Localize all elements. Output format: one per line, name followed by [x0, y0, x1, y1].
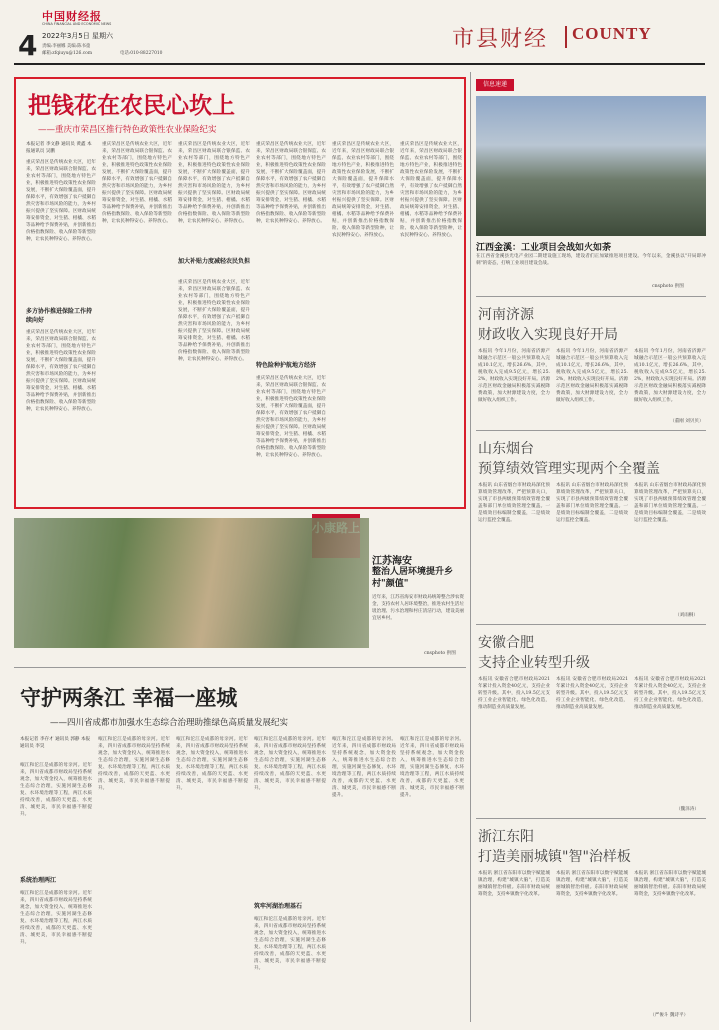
right-column-divider	[470, 72, 471, 1022]
section-title-en: COUNTY	[572, 24, 652, 43]
dongyang-col-3: 本报讯 浙江省东阳市以数字赋能城镇治理，构建"城镇大脑"，打造美丽城镇智治样板。东阳市财政局统筹资金，支持乡镇数字化改革。	[634, 871, 706, 897]
lead-col-3b: 重庆荣昌区是传统农业大区，近年来，荣昌区财政局联合银保监、农业农村等部门，围绕地方特色产业，积极推进特色政策性农业保险发展，不断扩大保险覆盖面，提升保障水平，有效增强了农户抵御自然灾害和市场风险的能力，为乡村振兴提供了坚实保障。区财政局统筹安排资金，对生猪、柑橘、水稻等品种给予保费补贴，并创新推出价格指数保险、收入保险等新型险种，让农民种得安心、养得放心。	[178, 280, 250, 362]
jiangsu-photo	[14, 518, 369, 648]
masthead-meta-email: 邮箱:zfqiuyu@126.com	[42, 51, 92, 56]
section-title: 市县财经	[452, 27, 549, 52]
lead-col-6: 重庆荣昌区是传统农业大区，近年来，荣昌区财政局联合银保监、农业农村等部门，围绕地方特色产业，积极推进特色政策性农业保险发展，不断扩大保险覆盖面，提升保障水平，有效增强了农户抵御自然灾害和市场风险的能力，为乡村振兴提供了坚实保障。区财政局统筹安排资金，对生猪、柑橘、水稻等品种给予保费补贴，并创新推出价格指数保险、收入保险等新型险种，让农民种得安心、养得放心。	[400, 142, 462, 238]
yantai-title: 山东烟台	[478, 441, 534, 457]
chengdu-col-4b: 岷江和沱江是成都的母亲河。近年来，四川省成都市财政局坚持系统观念，加大资金投入，统筹推进水生态综合治理，实施河湖生态修复、水环境治理等工程，两江水质持续改善，成都的天更蓝、水更清、城更美，市民幸福感不断提升。	[254, 917, 326, 971]
chengdu-col-5: 岷江和沱江是成都的母亲河。近年来，四川省成都市财政局坚持系统观念，加大资金投入，统筹推进水生态综合治理，实施河湖生态修复、水环境治理等工程，两江水质持续改善，成都的天更蓝、水更清、城更美，市民幸福感不断提升。	[332, 737, 396, 798]
jiangsu-title: 江苏海安	[372, 556, 412, 567]
lead-col-2: 重庆荣昌区是传统农业大区，近年来，荣昌区财政局联合银保监、农业农村等部门，围绕地方特色产业，积极推进特色政策性农业保险发展，不断扩大保险覆盖面，提升保障水平，有效增强了农户抵御自然灾害和市场风险的能力，为乡村振兴提供了坚实保障。区财政局统筹安排资金，对生猪、柑橘、水稻等品种给予保费补贴，并创新推出价格指数保险、收入保险等新型险种，让农民种得安心、养得放心。	[102, 142, 172, 224]
chengdu-heading-2: 筑牢河湖治理基石	[254, 903, 303, 910]
chengdu-col-4a: 岷江和沱江是成都的母亲河。近年来，四川省成都市财政局坚持系统观念，加大资金投入，统筹推进水生态综合治理，实施河湖生态修复、水环境治理等工程，两江水质持续改善，成都的天更蓝、水更清、城更美，市民幸福感不断提升。	[254, 737, 326, 791]
yantai-rule	[476, 430, 706, 431]
jiangxi-photo	[476, 96, 706, 236]
dongyang-title: 浙江东阳	[478, 829, 534, 845]
yantai-col-3: 本报讯 山东省烟台市财政局深化预算绩效管理改革，严把预算关口，实现了市县两级预算绩效管理全覆盖和部门单位绩效管理全覆盖。一是绩效目标编制全覆盖，二是绩效运行监控全覆盖。	[634, 483, 706, 523]
dongyang-rule	[476, 818, 706, 819]
lead-col-1b: 重庆荣昌区是传统农业大区，近年来，荣昌区财政局联合银保监、农业农村等部门，围绕地方特色产业，积极推进特色政策性农业保险发展，不断扩大保险覆盖面，提升保障水平，有效增强了农户抵御自然灾害和市场风险的能力，为乡村振兴提供了坚实保障。区财政局统筹安排资金，对生猪、柑橘、水稻等品种给予保费补贴，并创新推出价格指数保险、收入保险等新型险种，让农民种得安心、养得放心。	[26, 330, 96, 412]
chengdu-heading-1: 系统治理两江	[20, 877, 57, 884]
henan-title: 河南济源	[478, 307, 534, 323]
lead-col-4a: 重庆荣昌区是传统农业大区，近年来，荣昌区财政局联合银保监、农业农村等部门，围绕地方特色产业，积极推进特色政策性农业保险发展，不断扩大保险覆盖面，提升保障水平，有效增强了农户抵御自然灾害和市场风险的能力，为乡村振兴提供了坚实保障。区财政局统筹安排资金，对生猪、柑橘、水稻等品种给予保费补贴，并创新推出价格指数保险、收入保险等新型险种，让农民种得安心、养得放心。	[256, 142, 326, 224]
henan-subtitle: 财政收入实现良好开局	[478, 327, 618, 343]
page-number: 4	[18, 29, 38, 62]
hefei-col-3: 本报讯 安徽省合肥市财政局2021年累计投入资金40亿元，支持企业转型升级。其中，投入19.5亿元支持工业企业智能化、绿色化改造，推动制造业高质量发展。	[634, 677, 706, 710]
masthead-date: 2022年3月5日 星期六	[42, 32, 113, 40]
lead-col-5: 重庆荣昌区是传统农业大区，近年来，荣昌区财政局联合银保监、农业农村等部门，围绕地方特色产业，积极推进特色政策性农业保险发展，不断扩大保险覆盖面，提升保障水平，有效增强了农户抵御自然灾害和市场风险的能力，为乡村振兴提供了坚实保障。区财政局统筹安排资金，对生猪、柑橘、水稻等品种给予保费补贴，并创新推出价格指数保险、收入保险等新型险种，让农民种得安心、养得放心。	[332, 142, 394, 238]
lead-heading-2: 加大补贴力度减轻农民负担	[178, 258, 251, 265]
masthead-rule	[14, 63, 705, 65]
chengdu-col-1a: 岷江和沱江是成都的母亲河。近年来，四川省成都市财政局坚持系统观念，加大资金投入，统筹推进水生态综合治理，实施河湖生态修复、水环境治理等工程，两江水质持续改善，成都的天更蓝、水更清、城更美，市民幸福感不断提升。	[20, 763, 92, 817]
jiangsu-subtitle: 整治人居环境提升乡村"颜值"	[372, 567, 454, 589]
lead-title: 把钱花在农民心坎上	[28, 92, 235, 119]
chengdu-col-2: 岷江和沱江是成都的母亲河。近年来，四川省成都市财政局坚持系统观念，加大资金投入，统筹推进水生态综合治理，实施河湖生态修复、水环境治理等工程，两江水质持续改善，成都的天更蓝、水更清、城更美，市民幸福感不断提升。	[98, 737, 170, 791]
yantai-col-2: 本报讯 山东省烟台市财政局深化预算绩效管理改革，严把预算关口，实现了市县两级预算绩效管理全覆盖和部门单位绩效管理全覆盖。一是绩效目标编制全覆盖，二是绩效运行监控全覆盖。	[556, 483, 628, 523]
masthead-meta-editors: 责编:李丽娜 美编:陈书童	[42, 44, 91, 49]
lead-col-4b: 重庆荣昌区是传统农业大区，近年来，荣昌区财政局联合银保监、农业农村等部门，围绕地方特色产业，积极推进特色政策性农业保险发展，不断扩大保险覆盖面，提升保障水平，有效增强了农户抵御自然灾害和市场风险的能力，为乡村振兴提供了坚实保障。区财政局统筹安排资金，对生猪、柑橘、水稻等品种给予保费补贴，并创新推出价格指数保险、收入保险等新型险种，让农民种得安心、养得放心。	[256, 376, 326, 458]
chengdu-col-1b: 岷江和沱江是成都的母亲河。近年来，四川省成都市财政局坚持系统观念，加大资金投入，统筹推进水生态综合治理，实施河湖生态修复、水环境治理等工程，两江水质持续改善，成都的天更蓝、水更清、城更美，市民幸福感不断提升。	[20, 891, 92, 945]
lead-col-3a: 重庆荣昌区是传统农业大区，近年来，荣昌区财政局联合银保监、农业农村等部门，围绕地方特色产业，积极推进特色政策性农业保险发展，不断扩大保险覆盖面，提升保障水平，有效增强了农户抵御自然灾害和市场风险的能力，为乡村振兴提供了坚实保障。区财政局统筹安排资金，对生猪、柑橘、水稻等品种给予保费补贴，并创新推出价格指数保险、收入保险等新型险种，让农民种得安心、养得放心。	[178, 142, 250, 224]
henan-col-3: 本报讯 今年1月份，河南省济源产城融合示范区一般公共预算收入完成10.1亿元，增长26.6%，其中，税收收入完成9.5亿元，增长25.2%，财政收入实现良好开局。济源示范区财政金融局积极落实减税降费政策，加大财源建设力度，全力做好收入组织工作。	[634, 349, 706, 403]
masthead	[0, 0, 719, 72]
hefei-subtitle: 支持企业转型升级	[478, 655, 590, 671]
chengdu-byline: 本报记者 李存才 通讯员 郭静 本报通讯员 李昊	[20, 737, 91, 749]
yantai-col-1: 本报讯 山东省烟台市财政局深化预算绩效管理改革，严把预算关口，实现了市县两级预算绩效管理全覆盖和部门单位绩效管理全覆盖。一是绩效目标编制全覆盖，二是绩效运行监控全覆盖。	[478, 483, 550, 523]
yantai-subtitle: 预算绩效管理实现两个全覆盖	[478, 461, 660, 477]
jiangxi-body: 在江西省金溪县光电产业园二期建设施工现场，建设者们正加紧推进项目建设。今年以来，金溪县以"开局即冲刺"的姿态，打响工业项目建设会战。	[476, 254, 706, 266]
lead-article	[14, 77, 466, 509]
jiangxi-title: 江西金溪：工业项目会战如火如荼	[476, 243, 612, 253]
info-tag	[476, 79, 514, 91]
chengdu-title: 守护两条江 幸福一座城	[20, 685, 238, 710]
jiangsu-article	[372, 552, 466, 662]
chengdu-top-rule	[14, 667, 466, 668]
section-divider	[565, 26, 567, 48]
dongyang-credit: （严俊斗 魏诗平）	[650, 1013, 689, 1018]
dongyang-col-1: 本报讯 浙江省东阳市以数字赋能城镇治理，构建"城镇大脑"，打造美丽城镇智治样板。东阳市财政局统筹资金，支持乡镇数字化改革。	[478, 871, 550, 897]
yantai-credit: （刘雨桐）	[675, 613, 698, 618]
chengdu-col-6: 岷江和沱江是成都的母亲河。近年来，四川省成都市财政局坚持系统观念，加大资金投入，统筹推进水生态综合治理，实施河湖生态修复、水环境治理等工程，两江水质持续改善，成都的天更蓝、水更清、城更美，市民幸福感不断提升。	[400, 737, 464, 798]
jiangsu-credit: cnsphoto 供图	[424, 651, 456, 656]
chengdu-col-3: 岷江和沱江是成都的母亲河。近年来，四川省成都市财政局坚持系统观念，加大资金投入，统筹推进水生态综合治理，实施河湖生态修复、水环境治理等工程，两江水质持续改善，成都的天更蓝、水更清、城更美，市民幸福感不断提升。	[176, 737, 248, 791]
masthead-logo: 中国财经报	[42, 10, 102, 23]
lead-byline: 本报记者 李文静 通讯员 黄鑫 本报通讯员 吴鹏	[26, 142, 92, 154]
masthead-logo-en: CHINA FINANCIAL AND ECONOMIC NEWS	[42, 22, 112, 26]
hefei-col-1: 本报讯 安徽省合肥市财政局2021年累计投入资金40亿元，支持企业转型升级。其中，投入19.5亿元支持工业企业智能化、绿色化改造，推动制造业高质量发展。	[478, 677, 550, 710]
info-tag-label: 信息速递	[482, 81, 507, 88]
henan-col-2: 本报讯 今年1月份，河南省济源产城融合示范区一般公共预算收入完成10.1亿元，增长26.6%，其中，税收收入完成9.5亿元，增长25.2%，财政收入实现良好开局。济源示范区财政金融局积极落实减税降费政策，加大财源建设力度，全力做好收入组织工作。	[556, 349, 628, 403]
chengdu-subtitle: ——四川省成都市加强水生态综合治理助推绿色高质量发展纪实	[50, 718, 289, 728]
dongyang-col-2: 本报讯 浙江省东阳市以数字赋能城镇治理，构建"城镇大脑"，打造美丽城镇智治样板。东阳市财政局统筹资金，支持乡镇数字化改革。	[556, 871, 628, 897]
masthead-meta-phone: 电话:010-88227010	[120, 51, 163, 56]
dongyang-subtitle: 打造美丽城镇"智"治样板	[478, 849, 631, 865]
henan-credit: （董刚 刘贝贝）	[670, 419, 704, 424]
lead-subtitle: ——重庆市荣昌区推行特色政策性农业保险纪实	[38, 125, 217, 135]
hefei-col-2: 本报讯 安徽省合肥市财政局2021年累计投入资金40亿元，支持企业转型升级。其中，投入19.5亿元支持工业企业智能化、绿色化改造，推动制造业高质量发展。	[556, 677, 628, 710]
lead-heading-1: 多方协作推进保险工作持续向好	[26, 308, 93, 324]
hefei-credit: （魏泽涛）	[676, 807, 699, 812]
hefei-rule	[476, 624, 706, 625]
jiangxi-credit: cnsphoto 供图	[652, 284, 684, 289]
jiangsu-body: 近年来，江苏省海安市财政局统筹整合涉农资金，支持农村人居环境整治，推进农村生活垃圾治理、污水治理和村庄清洁行动，建设美丽宜居乡村。	[372, 595, 464, 621]
lead-col-1a: 重庆荣昌区是传统农业大区，近年来，荣昌区财政局联合银保监、农业农村等部门，围绕地方特色产业，积极推进特色政策性农业保险发展，不断扩大保险覆盖面，提升保障水平，有效增强了农户抵御自然灾害和市场风险的能力，为乡村振兴提供了坚实保障。区财政局统筹安排资金，对生猪、柑橘、水稻等品种给予保费补贴，并创新推出价格指数保险、收入保险等新型险种，让农民种得安心、养得放心。	[26, 160, 96, 242]
hefei-title: 安徽合肥	[478, 635, 534, 651]
henan-rule	[476, 296, 706, 297]
henan-col-1: 本报讯 今年1月份，河南省济源产城融合示范区一般公共预算收入完成10.1亿元，增长26.6%，其中，税收收入完成9.5亿元，增长25.2%，财政收入实现良好开局。济源示范区财政金融局积极落实减税降费政策，加大财源建设力度，全力做好收入组织工作。	[478, 349, 550, 403]
lead-heading-3: 特色险种护航地方经济	[256, 362, 317, 369]
